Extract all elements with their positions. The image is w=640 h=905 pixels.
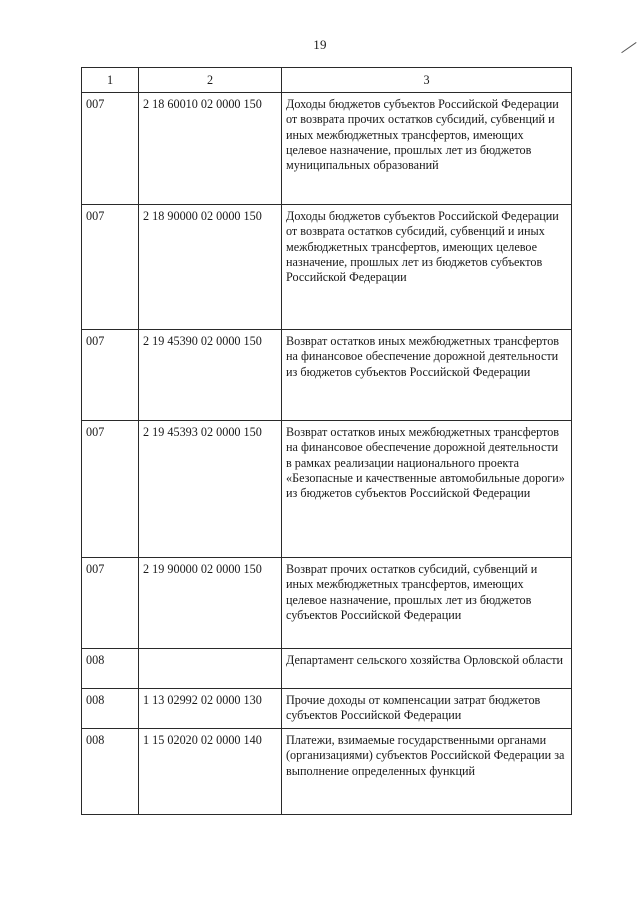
table-row xyxy=(82,421,572,558)
table-row xyxy=(82,729,572,815)
table-row xyxy=(82,93,572,205)
page-number: 19 xyxy=(313,37,327,52)
description-cell: Возврат прочих остатков субсидий, субвенций и иных межбюджетных трансфертов, имеющих целевое назначение, прошлых лет из бюджетов субъектов Российской Федерации xyxy=(282,558,572,649)
admin-code-cell: 008 xyxy=(82,689,139,729)
revenue-code-cell: 2 19 90000 02 0000 150 xyxy=(139,558,282,649)
admin-code-cell: 008 xyxy=(82,649,139,689)
revenue-code-cell: 1 13 02992 02 0000 130 xyxy=(139,689,282,729)
description-cell: Доходы бюджетов субъектов Российской Федерации от возврата остатков субсидий, субвенций и иных межбюджетных трансфертов, имеющих целевое назначение, прошлых лет из бюджетов субъектов Российской Федерации xyxy=(282,205,572,330)
table-row xyxy=(82,330,572,421)
description-cell: Возврат остатков иных межбюджетных трансфертов на финансовое обеспечение дорожной деятельности из бюджетов субъектов Российской Федерации xyxy=(282,330,572,421)
description-cell: Платежи, взимаемые государственными органами (организациями) субъектов Российской Федерации за выполнение определенных функций xyxy=(282,729,572,815)
admin-code-cell: 007 xyxy=(82,93,139,205)
description-cell: Прочие доходы от компенсации затрат бюджетов субъектов Российской Федерации xyxy=(282,689,572,729)
description-cell: Департамент сельского хозяйства Орловской области xyxy=(282,649,572,689)
table-row xyxy=(82,558,572,649)
description-cell: Возврат остатков иных межбюджетных трансфертов на финансовое обеспечение дорожной деятельности в рамках реализации национального проекта «Безопасные и качественные автомобильные дороги» из бюджетов субъектов Российской Федерации xyxy=(282,421,572,558)
revenue-code-cell: 2 18 90000 02 0000 150 xyxy=(139,205,282,330)
description-cell: Доходы бюджетов субъектов Российской Федерации от возврата прочих остатков субсидий, субвенций и иных межбюджетных трансфертов, имеющих целевое назначение, прошлых лет из бюджетов муниципальных образований xyxy=(282,93,572,205)
table-row xyxy=(82,689,572,729)
admin-code-cell: 007 xyxy=(82,558,139,649)
revenue-code-cell: 1 15 02020 02 0000 140 xyxy=(139,729,282,815)
admin-code-cell: 007 xyxy=(82,421,139,558)
admin-code-cell: 007 xyxy=(82,205,139,330)
revenue-codes-table xyxy=(81,67,572,815)
column-header-3: 3 xyxy=(282,68,572,93)
revenue-code-cell: 2 19 45390 02 0000 150 xyxy=(139,330,282,421)
table-header-row xyxy=(82,68,572,93)
column-header-1: 1 xyxy=(82,68,139,93)
revenue-code-cell: 2 18 60010 02 0000 150 xyxy=(139,93,282,205)
revenue-code-cell xyxy=(139,649,282,689)
admin-code-cell: 008 xyxy=(82,729,139,815)
table-row xyxy=(82,205,572,330)
revenue-code-cell: 2 19 45393 02 0000 150 xyxy=(139,421,282,558)
table-row xyxy=(82,649,572,689)
admin-code-cell: 007 xyxy=(82,330,139,421)
column-header-2: 2 xyxy=(139,68,282,93)
